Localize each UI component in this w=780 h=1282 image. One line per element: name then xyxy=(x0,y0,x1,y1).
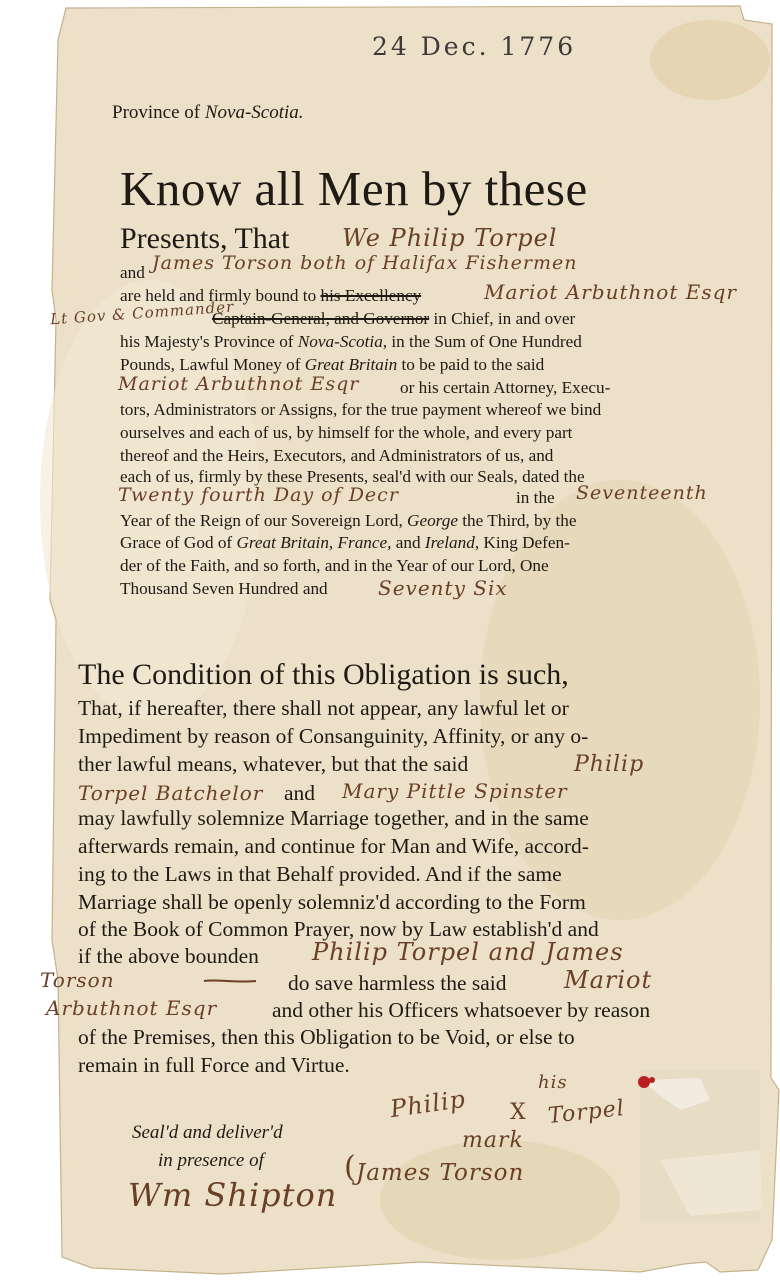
sig-torpel: Torpel xyxy=(546,1096,626,1129)
each-line: each of us, firmly by these Presents, seal'd with our Seals, dated the xyxy=(120,467,585,486)
thousand-line: Thousand Seven Hundred and xyxy=(120,579,328,598)
ourselves-line: ourselves and each of us, by himself for the whole, and every part xyxy=(120,423,573,442)
hw-mary: Mary Pittle Spinster xyxy=(342,779,568,803)
hw-we-philip: We Philip Torpel xyxy=(342,224,558,252)
condition-line-8: Marriage shall be openly solemniz'd according to the Form xyxy=(78,890,586,914)
hw-lt-gov: Lt Gov & Commander xyxy=(49,297,235,329)
hw-mariot-3: Mariot xyxy=(564,966,653,994)
bound-line: are held and firmly bound to his Excellency xyxy=(120,286,422,305)
year-line: Year of the Reign of our Sovereign Lord, George the Third, by the xyxy=(120,511,577,530)
hw-mariot-2: Mariot Arbuthnot Esqr xyxy=(118,373,360,395)
hw-philip-2: Philip xyxy=(574,752,645,777)
condition-line-7: ing to the Laws in that Behalf provided. And if the same xyxy=(78,862,562,886)
hw-seventy-six: Seventy Six xyxy=(378,576,508,600)
and-word: and xyxy=(120,263,145,282)
sig-his: his xyxy=(538,1072,568,1093)
sig-witness: Wm Shipton xyxy=(128,1176,338,1214)
captain-line: Captain-General, and Governor in Chief, in and over xyxy=(212,309,576,328)
hw-torson: Torson xyxy=(40,968,115,992)
blank-dash xyxy=(202,978,258,984)
thereof-line: thereof and the Heirs, Executors, and Administrators of us, and xyxy=(120,446,554,465)
in-presence-of: in presence of xyxy=(158,1150,264,1171)
condition-line-10: if the above bounden xyxy=(78,944,259,968)
presents-lead: Presents, That xyxy=(120,222,290,255)
sealed-delivered: Seal'd and deliver'd xyxy=(132,1122,283,1143)
faith-line: der of the Faith, and so forth, and in the Year of our Lord, One xyxy=(120,556,549,575)
pounds-line: Pounds, Lawful Money of Great Britain to be paid to the said xyxy=(120,355,545,374)
wax-seal xyxy=(638,1076,650,1088)
hw-seventeenth: Seventeenth xyxy=(576,482,708,504)
condition-line-2: Impediment by reason of Consanguinity, Affinity, or any o- xyxy=(78,724,589,748)
tors-line: tors, Administrators or Assigns, for the true payment whereof we bind xyxy=(120,400,602,419)
sig-x-mark: X xyxy=(510,1100,527,1125)
document-heading: Know all Men by these xyxy=(120,161,588,216)
hw-philip-james: Philip Torpel and James xyxy=(312,938,624,966)
condition-line-6: afterwards remain, and continue for Man and Wife, accord- xyxy=(78,834,589,858)
sig-philip: Philip xyxy=(388,1084,468,1124)
sig-bracket: ( xyxy=(344,1150,357,1185)
condition-line-14: remain in full Force and Virtue. xyxy=(78,1053,350,1077)
grace-line: Grace of God of Great Britain, France, and Ireland, King Defen- xyxy=(120,533,570,552)
condition-and: and xyxy=(284,781,316,805)
condition-line-9: of the Book of Common Prayer, now by Law establish'd and xyxy=(78,917,599,941)
hw-mariot-1: Mariot Arbuthnot Esqr xyxy=(484,280,737,304)
archival-date-note: 24 Dec. 1776 xyxy=(372,32,577,61)
hw-torpel-bachelor: Torpel Batchelor xyxy=(78,781,264,805)
sig-mark: mark xyxy=(462,1128,524,1153)
struck-captain-general: Captain-General, and Governor xyxy=(212,309,430,328)
condition-heading: The Condition of this Obligation is such, xyxy=(78,658,569,691)
hw-james: James Torson both of Halifax Fishermen xyxy=(152,252,578,274)
condition-line-11: do save harmless the said xyxy=(288,971,507,995)
sig-james-torson: James Torson xyxy=(356,1160,525,1186)
majesty-line: his Majesty's Province of Nova-Scotia, in the Sum of One Hundred xyxy=(120,332,582,351)
condition-line-3: ther lawful means, whatever, but that the said xyxy=(78,752,469,776)
condition-line-1: That, if hereafter, there shall not appear, any lawful let or xyxy=(78,696,569,720)
condition-line-5: may lawfully solemnize Marriage together, and in the same xyxy=(78,806,589,830)
hw-twenty-fourth: Twenty fourth Day of Decr xyxy=(118,484,399,506)
province-line: Province of Nova-Scotia. xyxy=(112,102,304,123)
condition-line-12: and other his Officers whatsoever by reason xyxy=(272,998,651,1022)
hw-arbuthnot-3: Arbuthnot Esqr xyxy=(46,996,218,1020)
struck-his-excellency: his Excellency xyxy=(320,286,422,305)
condition-line-13: of the Premises, then this Obligation to be Void, or else to xyxy=(78,1025,575,1049)
attorney-line: or his certain Attorney, Execu- xyxy=(400,378,611,397)
in-the: in the xyxy=(516,488,555,507)
